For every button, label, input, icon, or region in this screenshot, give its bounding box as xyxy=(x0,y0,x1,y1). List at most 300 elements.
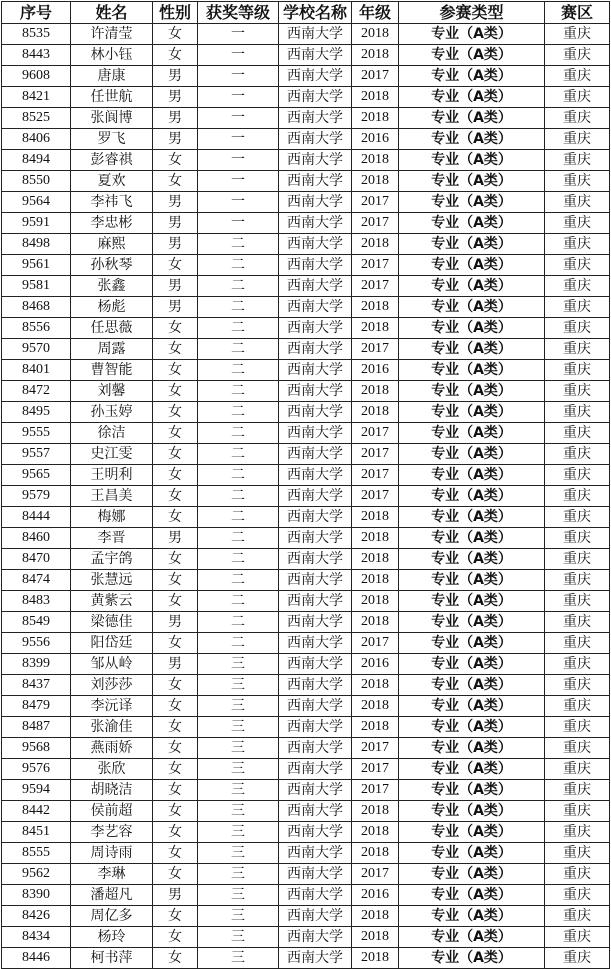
cell-seq: 8470 xyxy=(2,549,71,570)
cell-award-level: 一 xyxy=(198,129,279,150)
cell-school: 西南大学 xyxy=(279,45,352,66)
cell-name: 梅娜 xyxy=(71,507,153,528)
cell-name: 许清莹 xyxy=(71,24,153,45)
cell-grade: 2018 xyxy=(352,528,399,549)
cell-name: 夏欢 xyxy=(71,171,153,192)
cell-name: 刘莎莎 xyxy=(71,675,153,696)
cell-seq: 9579 xyxy=(2,486,71,507)
cell-gender: 女 xyxy=(153,318,198,339)
cell-region: 重庆 xyxy=(545,192,610,213)
cell-gender: 女 xyxy=(153,675,198,696)
cell-gender: 女 xyxy=(153,759,198,780)
cell-school: 西南大学 xyxy=(279,612,352,633)
cell-school: 西南大学 xyxy=(279,150,352,171)
cell-region: 重庆 xyxy=(545,108,610,129)
cell-contest-type: 专业（A类） xyxy=(399,423,545,444)
cell-seq: 9570 xyxy=(2,339,71,360)
cell-contest-type: 专业（A类） xyxy=(399,66,545,87)
cell-name: 杨彪 xyxy=(71,297,153,318)
cell-grade: 2017 xyxy=(352,444,399,465)
cell-grade: 2018 xyxy=(352,570,399,591)
cell-region: 重庆 xyxy=(545,297,610,318)
cell-region: 重庆 xyxy=(545,234,610,255)
cell-contest-type: 专业（A类） xyxy=(399,738,545,759)
cell-gender: 男 xyxy=(153,66,198,87)
cell-name: 孙玉婷 xyxy=(71,402,153,423)
cell-school: 西南大学 xyxy=(279,192,352,213)
cell-award-level: 三 xyxy=(198,927,279,948)
cell-school: 西南大学 xyxy=(279,360,352,381)
cell-grade: 2018 xyxy=(352,843,399,864)
cell-seq: 9576 xyxy=(2,759,71,780)
cell-award-level: 三 xyxy=(198,780,279,801)
cell-school: 西南大学 xyxy=(279,402,352,423)
cell-region: 重庆 xyxy=(545,318,610,339)
cell-gender: 女 xyxy=(153,801,198,822)
cell-seq: 8494 xyxy=(2,150,71,171)
cell-grade: 2016 xyxy=(352,885,399,906)
cell-award-level: 二 xyxy=(198,276,279,297)
cell-contest-type: 专业（A类） xyxy=(399,612,545,633)
cell-school: 西南大学 xyxy=(279,906,352,927)
cell-award-level: 二 xyxy=(198,612,279,633)
cell-contest-type: 专业（A类） xyxy=(399,381,545,402)
cell-grade: 2018 xyxy=(352,402,399,423)
cell-gender: 女 xyxy=(153,864,198,885)
cell-school: 西南大学 xyxy=(279,675,352,696)
cell-school: 西南大学 xyxy=(279,507,352,528)
cell-gender: 女 xyxy=(153,843,198,864)
table-row xyxy=(2,654,610,675)
cell-region: 重庆 xyxy=(545,87,610,108)
cell-award-level: 二 xyxy=(198,591,279,612)
cell-contest-type: 专业（A类） xyxy=(399,759,545,780)
cell-award-level: 一 xyxy=(198,45,279,66)
cell-contest-type: 专业（A类） xyxy=(399,402,545,423)
cell-gender: 女 xyxy=(153,633,198,654)
cell-gender: 女 xyxy=(153,717,198,738)
cell-grade: 2018 xyxy=(352,675,399,696)
table-row xyxy=(2,150,610,171)
cell-contest-type: 专业（A类） xyxy=(399,549,545,570)
cell-school: 西南大学 xyxy=(279,276,352,297)
cell-school: 西南大学 xyxy=(279,570,352,591)
cell-seq: 9581 xyxy=(2,276,71,297)
cell-seq: 8421 xyxy=(2,87,71,108)
cell-name: 周露 xyxy=(71,339,153,360)
cell-grade: 2017 xyxy=(352,276,399,297)
cell-gender: 男 xyxy=(153,654,198,675)
cell-seq: 8399 xyxy=(2,654,71,675)
cell-seq: 9561 xyxy=(2,255,71,276)
cell-contest-type: 专业（A类） xyxy=(399,927,545,948)
cell-contest-type: 专业（A类） xyxy=(399,696,545,717)
table-row xyxy=(2,633,610,654)
cell-grade: 2017 xyxy=(352,255,399,276)
cell-contest-type: 专业（A类） xyxy=(399,339,545,360)
cell-name: 史江雯 xyxy=(71,444,153,465)
cell-award-level: 三 xyxy=(198,675,279,696)
table-row xyxy=(2,234,610,255)
table-row xyxy=(2,465,610,486)
cell-gender: 女 xyxy=(153,381,198,402)
cell-award-level: 一 xyxy=(198,192,279,213)
table-row xyxy=(2,696,610,717)
cell-gender: 女 xyxy=(153,591,198,612)
cell-grade: 2018 xyxy=(352,45,399,66)
cell-grade: 2018 xyxy=(352,234,399,255)
cell-name: 张鑫 xyxy=(71,276,153,297)
cell-seq: 8444 xyxy=(2,507,71,528)
cell-school: 西南大学 xyxy=(279,465,352,486)
cell-gender: 女 xyxy=(153,549,198,570)
cell-name: 麻熙 xyxy=(71,234,153,255)
cell-region: 重庆 xyxy=(545,906,610,927)
cell-name: 张慧远 xyxy=(71,570,153,591)
cell-contest-type: 专业（A类） xyxy=(399,675,545,696)
cell-school: 西南大学 xyxy=(279,444,352,465)
cell-seq: 9568 xyxy=(2,738,71,759)
cell-name: 周亿多 xyxy=(71,906,153,927)
cell-grade: 2018 xyxy=(352,906,399,927)
cell-region: 重庆 xyxy=(545,255,610,276)
table-row xyxy=(2,171,610,192)
cell-grade: 2016 xyxy=(352,654,399,675)
cell-grade: 2016 xyxy=(352,129,399,150)
cell-region: 重庆 xyxy=(545,927,610,948)
cell-region: 重庆 xyxy=(545,129,610,150)
cell-seq: 8460 xyxy=(2,528,71,549)
cell-name: 任世航 xyxy=(71,87,153,108)
cell-grade: 2018 xyxy=(352,150,399,171)
cell-seq: 8555 xyxy=(2,843,71,864)
cell-seq: 8390 xyxy=(2,885,71,906)
cell-contest-type: 专业（A类） xyxy=(399,45,545,66)
cell-gender: 女 xyxy=(153,927,198,948)
cell-contest-type: 专业（A类） xyxy=(399,633,545,654)
cell-seq: 8549 xyxy=(2,612,71,633)
cell-school: 西南大学 xyxy=(279,297,352,318)
cell-name: 唐康 xyxy=(71,66,153,87)
cell-region: 重庆 xyxy=(545,654,610,675)
cell-grade: 2018 xyxy=(352,822,399,843)
cell-contest-type: 专业（A类） xyxy=(399,255,545,276)
cell-name: 孟宇鸽 xyxy=(71,549,153,570)
cell-grade: 2018 xyxy=(352,696,399,717)
table-row xyxy=(2,213,610,234)
cell-seq: 8446 xyxy=(2,948,71,969)
cell-gender: 男 xyxy=(153,87,198,108)
cell-gender: 女 xyxy=(153,486,198,507)
cell-name: 徐洁 xyxy=(71,423,153,444)
table-row xyxy=(2,675,610,696)
table-row xyxy=(2,759,610,780)
cell-region: 重庆 xyxy=(545,444,610,465)
cell-region: 重庆 xyxy=(545,465,610,486)
cell-name: 梁德佳 xyxy=(71,612,153,633)
award-list-table xyxy=(1,1,610,969)
table-row xyxy=(2,297,610,318)
cell-region: 重庆 xyxy=(545,381,610,402)
cell-region: 重庆 xyxy=(545,423,610,444)
cell-award-level: 三 xyxy=(198,864,279,885)
cell-seq: 8443 xyxy=(2,45,71,66)
cell-name: 李琳 xyxy=(71,864,153,885)
header-contest-type: 参赛类型 xyxy=(399,2,545,24)
cell-award-level: 二 xyxy=(198,528,279,549)
cell-grade: 2018 xyxy=(352,24,399,45)
cell-seq: 9557 xyxy=(2,444,71,465)
cell-school: 西南大学 xyxy=(279,66,352,87)
cell-seq: 8442 xyxy=(2,801,71,822)
table-row xyxy=(2,864,610,885)
cell-gender: 女 xyxy=(153,948,198,969)
cell-gender: 男 xyxy=(153,213,198,234)
header-region: 赛区 xyxy=(545,2,610,24)
table-row xyxy=(2,276,610,297)
table-row xyxy=(2,381,610,402)
cell-award-level: 二 xyxy=(198,234,279,255)
cell-school: 西南大学 xyxy=(279,864,352,885)
cell-contest-type: 专业（A类） xyxy=(399,486,545,507)
cell-contest-type: 专业（A类） xyxy=(399,528,545,549)
cell-award-level: 二 xyxy=(198,360,279,381)
cell-school: 西南大学 xyxy=(279,696,352,717)
cell-award-level: 一 xyxy=(198,24,279,45)
table-row xyxy=(2,402,610,423)
cell-seq: 8495 xyxy=(2,402,71,423)
cell-region: 重庆 xyxy=(545,591,610,612)
cell-contest-type: 专业（A类） xyxy=(399,318,545,339)
cell-gender: 女 xyxy=(153,507,198,528)
cell-contest-type: 专业（A类） xyxy=(399,87,545,108)
cell-seq: 8406 xyxy=(2,129,71,150)
cell-school: 西南大学 xyxy=(279,549,352,570)
cell-region: 重庆 xyxy=(545,696,610,717)
table-row xyxy=(2,45,610,66)
cell-region: 重庆 xyxy=(545,45,610,66)
cell-name: 罗飞 xyxy=(71,129,153,150)
cell-seq: 8479 xyxy=(2,696,71,717)
cell-award-level: 三 xyxy=(198,696,279,717)
cell-award-level: 二 xyxy=(198,423,279,444)
cell-seq: 8401 xyxy=(2,360,71,381)
cell-gender: 男 xyxy=(153,129,198,150)
cell-seq: 9564 xyxy=(2,192,71,213)
cell-award-level: 二 xyxy=(198,381,279,402)
cell-name: 孙秋琴 xyxy=(71,255,153,276)
cell-grade: 2017 xyxy=(352,633,399,654)
cell-gender: 男 xyxy=(153,108,198,129)
cell-gender: 男 xyxy=(153,612,198,633)
cell-award-level: 二 xyxy=(198,402,279,423)
cell-region: 重庆 xyxy=(545,717,610,738)
table-row xyxy=(2,66,610,87)
cell-school: 西南大学 xyxy=(279,108,352,129)
cell-seq: 9565 xyxy=(2,465,71,486)
cell-award-level: 三 xyxy=(198,717,279,738)
cell-contest-type: 专业（A类） xyxy=(399,780,545,801)
cell-name: 李祎飞 xyxy=(71,192,153,213)
cell-award-level: 二 xyxy=(198,339,279,360)
cell-contest-type: 专业（A类） xyxy=(399,234,545,255)
cell-grade: 2017 xyxy=(352,738,399,759)
cell-school: 西南大学 xyxy=(279,885,352,906)
cell-grade: 2018 xyxy=(352,318,399,339)
cell-contest-type: 专业（A类） xyxy=(399,507,545,528)
cell-school: 西南大学 xyxy=(279,255,352,276)
cell-seq: 9556 xyxy=(2,633,71,654)
cell-name: 李忠彬 xyxy=(71,213,153,234)
cell-seq: 8472 xyxy=(2,381,71,402)
table-body xyxy=(2,24,610,969)
table-row xyxy=(2,423,610,444)
cell-gender: 女 xyxy=(153,906,198,927)
cell-region: 重庆 xyxy=(545,843,610,864)
header-school: 学校名称 xyxy=(279,2,352,24)
cell-grade: 2018 xyxy=(352,297,399,318)
cell-grade: 2018 xyxy=(352,717,399,738)
cell-seq: 8483 xyxy=(2,591,71,612)
cell-school: 西南大学 xyxy=(279,486,352,507)
cell-seq: 8437 xyxy=(2,675,71,696)
cell-award-level: 三 xyxy=(198,738,279,759)
cell-contest-type: 专业（A类） xyxy=(399,885,545,906)
cell-grade: 2018 xyxy=(352,507,399,528)
cell-award-level: 二 xyxy=(198,570,279,591)
cell-name: 刘馨 xyxy=(71,381,153,402)
cell-grade: 2018 xyxy=(352,612,399,633)
table-row xyxy=(2,108,610,129)
cell-award-level: 二 xyxy=(198,507,279,528)
table-row xyxy=(2,948,610,969)
cell-contest-type: 专业（A类） xyxy=(399,822,545,843)
cell-name: 黄紫云 xyxy=(71,591,153,612)
cell-region: 重庆 xyxy=(545,507,610,528)
table-row xyxy=(2,843,610,864)
cell-region: 重庆 xyxy=(545,549,610,570)
cell-school: 西南大学 xyxy=(279,423,352,444)
cell-region: 重庆 xyxy=(545,360,610,381)
cell-award-level: 二 xyxy=(198,255,279,276)
table-row xyxy=(2,927,610,948)
cell-award-level: 二 xyxy=(198,444,279,465)
cell-school: 西南大学 xyxy=(279,759,352,780)
table-row xyxy=(2,549,610,570)
cell-gender: 女 xyxy=(153,570,198,591)
cell-gender: 女 xyxy=(153,45,198,66)
cell-school: 西南大学 xyxy=(279,339,352,360)
cell-gender: 女 xyxy=(153,780,198,801)
cell-school: 西南大学 xyxy=(279,948,352,969)
cell-school: 西南大学 xyxy=(279,738,352,759)
cell-gender: 女 xyxy=(153,24,198,45)
cell-region: 重庆 xyxy=(545,633,610,654)
header-seq: 序号 xyxy=(2,2,71,24)
cell-school: 西南大学 xyxy=(279,528,352,549)
cell-award-level: 二 xyxy=(198,549,279,570)
cell-contest-type: 专业（A类） xyxy=(399,24,545,45)
cell-gender: 男 xyxy=(153,297,198,318)
cell-school: 西南大学 xyxy=(279,780,352,801)
cell-contest-type: 专业（A类） xyxy=(399,360,545,381)
cell-school: 西南大学 xyxy=(279,213,352,234)
cell-gender: 女 xyxy=(153,444,198,465)
cell-award-level: 三 xyxy=(198,906,279,927)
cell-school: 西南大学 xyxy=(279,843,352,864)
cell-region: 重庆 xyxy=(545,864,610,885)
cell-name: 李晋 xyxy=(71,528,153,549)
table-row xyxy=(2,192,610,213)
cell-school: 西南大学 xyxy=(279,591,352,612)
cell-name: 潘超凡 xyxy=(71,885,153,906)
table-row xyxy=(2,570,610,591)
cell-name: 燕雨娇 xyxy=(71,738,153,759)
cell-school: 西南大学 xyxy=(279,654,352,675)
cell-grade: 2017 xyxy=(352,66,399,87)
cell-school: 西南大学 xyxy=(279,717,352,738)
cell-award-level: 二 xyxy=(198,465,279,486)
cell-region: 重庆 xyxy=(545,24,610,45)
table-row xyxy=(2,822,610,843)
cell-region: 重庆 xyxy=(545,738,610,759)
cell-award-level: 二 xyxy=(198,486,279,507)
cell-name: 彭睿祺 xyxy=(71,150,153,171)
cell-award-level: 三 xyxy=(198,843,279,864)
cell-contest-type: 专业（A类） xyxy=(399,864,545,885)
cell-grade: 2017 xyxy=(352,759,399,780)
cell-school: 西南大学 xyxy=(279,318,352,339)
table-row xyxy=(2,87,610,108)
cell-grade: 2018 xyxy=(352,591,399,612)
cell-region: 重庆 xyxy=(545,486,610,507)
cell-seq: 8525 xyxy=(2,108,71,129)
cell-region: 重庆 xyxy=(545,822,610,843)
cell-region: 重庆 xyxy=(545,801,610,822)
cell-contest-type: 专业（A类） xyxy=(399,948,545,969)
cell-seq: 8426 xyxy=(2,906,71,927)
table-row xyxy=(2,906,610,927)
cell-award-level: 三 xyxy=(198,801,279,822)
cell-name: 周诗雨 xyxy=(71,843,153,864)
header-name: 姓名 xyxy=(71,2,153,24)
cell-contest-type: 专业（A类） xyxy=(399,717,545,738)
cell-seq: 8451 xyxy=(2,822,71,843)
cell-contest-type: 专业（A类） xyxy=(399,171,545,192)
cell-name: 林小钰 xyxy=(71,45,153,66)
cell-contest-type: 专业（A类） xyxy=(399,465,545,486)
cell-gender: 女 xyxy=(153,822,198,843)
cell-seq: 8474 xyxy=(2,570,71,591)
cell-contest-type: 专业（A类） xyxy=(399,444,545,465)
cell-gender: 男 xyxy=(153,276,198,297)
header-row xyxy=(2,2,610,24)
cell-grade: 2018 xyxy=(352,108,399,129)
cell-grade: 2017 xyxy=(352,486,399,507)
cell-grade: 2018 xyxy=(352,171,399,192)
cell-award-level: 三 xyxy=(198,885,279,906)
table-row xyxy=(2,738,610,759)
cell-region: 重庆 xyxy=(545,339,610,360)
cell-award-level: 一 xyxy=(198,87,279,108)
cell-region: 重庆 xyxy=(545,759,610,780)
cell-gender: 男 xyxy=(153,885,198,906)
cell-gender: 女 xyxy=(153,738,198,759)
cell-seq: 9594 xyxy=(2,780,71,801)
cell-grade: 2018 xyxy=(352,948,399,969)
cell-region: 重庆 xyxy=(545,66,610,87)
cell-contest-type: 专业（A类） xyxy=(399,906,545,927)
